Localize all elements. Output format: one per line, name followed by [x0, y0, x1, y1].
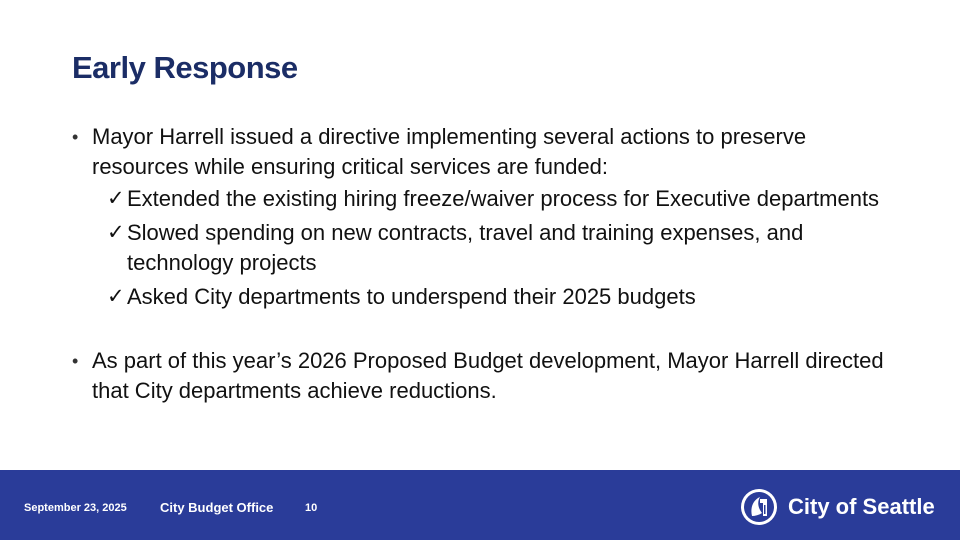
- footer-date: September 23, 2025: [24, 502, 127, 514]
- slide-content: [72, 122, 892, 406]
- page-number: 10: [305, 502, 318, 514]
- bullet-item: [72, 122, 892, 182]
- checkmark-icon: ✓: [107, 221, 125, 244]
- sub-item: [107, 282, 892, 312]
- sub-item-text: Slowed spending on new contracts, travel and training expenses, and technology projects: [127, 220, 804, 275]
- sub-item-text: Extended the existing hiring freeze/waiver process for Executive departments: [127, 186, 880, 211]
- slide-title: Early Response: [72, 50, 298, 85]
- sub-item-text: Asked City departments to underspend their 2025 budgets: [127, 284, 696, 309]
- checkmark-icon: ✓: [107, 187, 125, 210]
- bullet-text: Mayor Harrell issued a directive implementing several actions to preserve resources while ensuring critical services are funded:: [92, 124, 807, 179]
- bullet-item: [72, 346, 892, 406]
- footer-bar: [0, 470, 960, 540]
- city-logo: [740, 488, 935, 526]
- seattle-seal-icon: [740, 488, 778, 526]
- sub-list: [72, 184, 892, 312]
- footer-office: City Budget Office: [160, 500, 274, 515]
- checkmark-icon: ✓: [107, 285, 125, 308]
- bullet-icon: •: [72, 127, 79, 147]
- bullet-icon: •: [72, 351, 79, 371]
- sub-item: [107, 184, 892, 214]
- spacer: [72, 316, 892, 346]
- bullet-text: As part of this year’s 2026 Proposed Budget development, Mayor Harrell directed that City departments achieve reductions.: [92, 348, 884, 403]
- sub-item: [107, 218, 892, 278]
- logo-text: City of Seattle: [788, 494, 935, 519]
